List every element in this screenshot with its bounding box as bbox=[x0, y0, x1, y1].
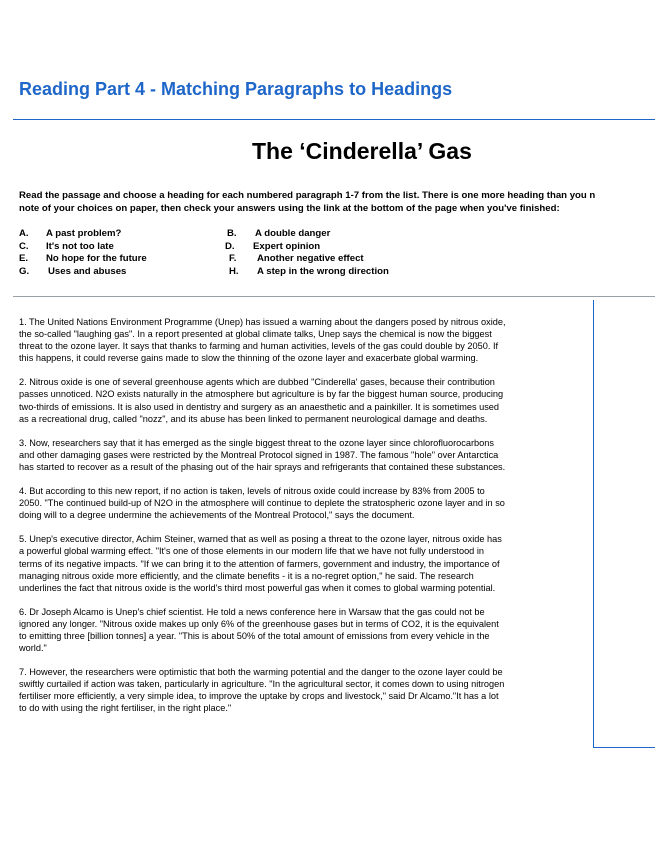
heading-d: Expert opinion bbox=[253, 240, 321, 252]
heading-letter-g: G. bbox=[19, 266, 30, 278]
heading-letter-f: F. bbox=[229, 253, 237, 265]
reading-passage bbox=[19, 316, 591, 727]
heading-letter-b: B. bbox=[227, 228, 237, 239]
section-divider bbox=[13, 296, 655, 297]
heading-e: No hope for the future bbox=[46, 253, 147, 265]
paragraph-line: passes unnoticed. N2O exists naturally in the atmosphere but agriculture is by far the biggest human source, producing bbox=[19, 389, 504, 400]
paragraph-line: 2050. "The continued build-up of N2O in the atmosphere will continue to deplete the stratospheric ozone layer and in so bbox=[19, 498, 505, 509]
paragraph-line: a powerful global warming effect. "It's one of those elements in our modern life that we have not fully understood in bbox=[19, 546, 484, 557]
paragraph-line: 6. Dr Joseph Alcamo is Unep's chief scientist. He told a news conference here in Warsaw that the gas could not be bbox=[19, 606, 485, 617]
paragraph-4 bbox=[19, 485, 591, 521]
heading-a: A past problem? bbox=[46, 228, 122, 239]
heading-letter-a: A. bbox=[19, 228, 29, 239]
paragraph-line: 5. Unep's executive director, Achim Steiner, warned that as well as posing a threat to the ozone layer, nitrous oxide has bbox=[19, 534, 502, 545]
paragraph-6 bbox=[19, 606, 591, 654]
paragraph-line: doing will to a degree undermine the achievements of the Montreal Protocol," says the document. bbox=[19, 510, 415, 521]
paragraph-line: fertiliser more efficiently, a very simple idea, to improve the uptake by crops and livestock," said Dr Alcamo."It has a lot bbox=[19, 691, 499, 702]
paragraph-line: ignored any longer. "Nitrous oxide makes up only 6% of the greenhouse gases but in terms of CO2, it is the equivalent bbox=[19, 618, 499, 629]
paragraph-line: terms of its negative impacts. "If we can bring it to the attention of farmers, government and industry, the importance of bbox=[19, 558, 500, 569]
paragraph-7 bbox=[19, 666, 591, 714]
heading-letter-d: D. bbox=[225, 240, 235, 252]
paragraph-line: 2. Nitrous oxide is one of several greenhouse agents which are dubbed "Cinderella' gases, because their contribution bbox=[19, 377, 495, 388]
passage-frame-right bbox=[593, 300, 594, 748]
paragraph-line: 7. However, the researchers were optimistic that both the warming potential and the danger to the ozone layer could be bbox=[19, 667, 503, 678]
paragraph-1 bbox=[19, 316, 591, 364]
paragraph-line: underlines the fact that nitrous oxide is the world's third most powerful gas when it comes to global warming potential. bbox=[19, 582, 496, 593]
paragraph-line: managing nitrous oxide more efficiently, and the climate benefits - it is a no-regret option," he said. The research bbox=[19, 570, 474, 581]
heading-g: Uses and abuses bbox=[48, 266, 127, 278]
paragraph-line: the so-called "laughing gas". In a report presented at global climate talks, Unep says the chemical is now the biggest bbox=[19, 329, 492, 340]
paragraph-line: 4. But according to this new report, if no action is taken, levels of nitrous oxide could increase by 83% from 2005 to bbox=[19, 486, 485, 497]
header-divider bbox=[13, 119, 655, 120]
paragraph-line: to emitting three [billion tonnes] a year. "This is about 50% of the total amount of emissions from every vehicle in the bbox=[19, 630, 490, 641]
paragraph-3 bbox=[19, 437, 591, 473]
instructions bbox=[19, 189, 655, 215]
heading-f: Another negative effect bbox=[257, 253, 364, 265]
paragraph-5 bbox=[19, 533, 591, 593]
paragraph-line: has started to recover as a result of the phasing out of the hair sprays and refrigerants that contained these substances. bbox=[19, 461, 506, 472]
heading-letter-e: E. bbox=[19, 253, 29, 265]
heading-h: A step in the wrong direction bbox=[257, 266, 389, 278]
paragraph-2 bbox=[19, 376, 591, 424]
paragraph-line: swiftly curtailed if action was taken, particularly in agriculture. "In the agricultural sector, it comes down to using nitrogen bbox=[19, 679, 505, 690]
instructions-line: Read the passage and choose a heading for each numbered paragraph 1-7 from the list. There is one more heading than you n bbox=[19, 190, 596, 201]
paragraph-line: 1. The United Nations Environment Programme (Unep) has issued a warning about the dangers posed by nitrous oxide, bbox=[19, 317, 506, 327]
heading-c: It's not too late bbox=[46, 240, 114, 252]
paragraph-line: 3. Now, researchers say that it has emerged as the single biggest threat to the ozone layer since chlorofluorocarbons bbox=[19, 437, 494, 448]
heading-letter-h: H. bbox=[229, 266, 239, 278]
paragraph-line: threat to the ozone layer. It says that thanks to farming and human activities, levels of the gas could double by 2050. If bbox=[19, 341, 499, 352]
page-header-title: Reading Part 4 - Matching Paragraphs to Headings bbox=[19, 79, 453, 99]
heading-b: A double danger bbox=[255, 228, 331, 239]
paragraph-line: this happens, it could reverse gains made to slow the thinning of the ozone layer and exacerbate global warming. bbox=[19, 353, 479, 364]
paragraph-line: world." bbox=[19, 643, 47, 654]
instructions-line: note of your choices on paper, then check your answers using the link at the bottom of the page when you've finished: bbox=[19, 203, 560, 214]
passage-frame-bottom bbox=[593, 747, 655, 748]
paragraph-line: as a recreational drug, called "nozz", and its abuse has been linked to permanent neurological damage and deaths. bbox=[19, 413, 488, 424]
paragraph-line: and other damaging gases were restricted by the Montreal Protocol signed in 1987. The famous "hole" over Antarctica bbox=[19, 449, 499, 460]
paragraph-line: two-thirds of emissions. It is also used in dentistry and surgery as an anaesthetic and a painkiller. It is sometimes used bbox=[19, 401, 500, 412]
document-title: The ‘Cinderella’ Gas bbox=[252, 138, 472, 164]
heading-letter-c: C. bbox=[19, 240, 29, 252]
paragraph-line: to do with using the right fertiliser, in the right place." bbox=[19, 703, 232, 714]
